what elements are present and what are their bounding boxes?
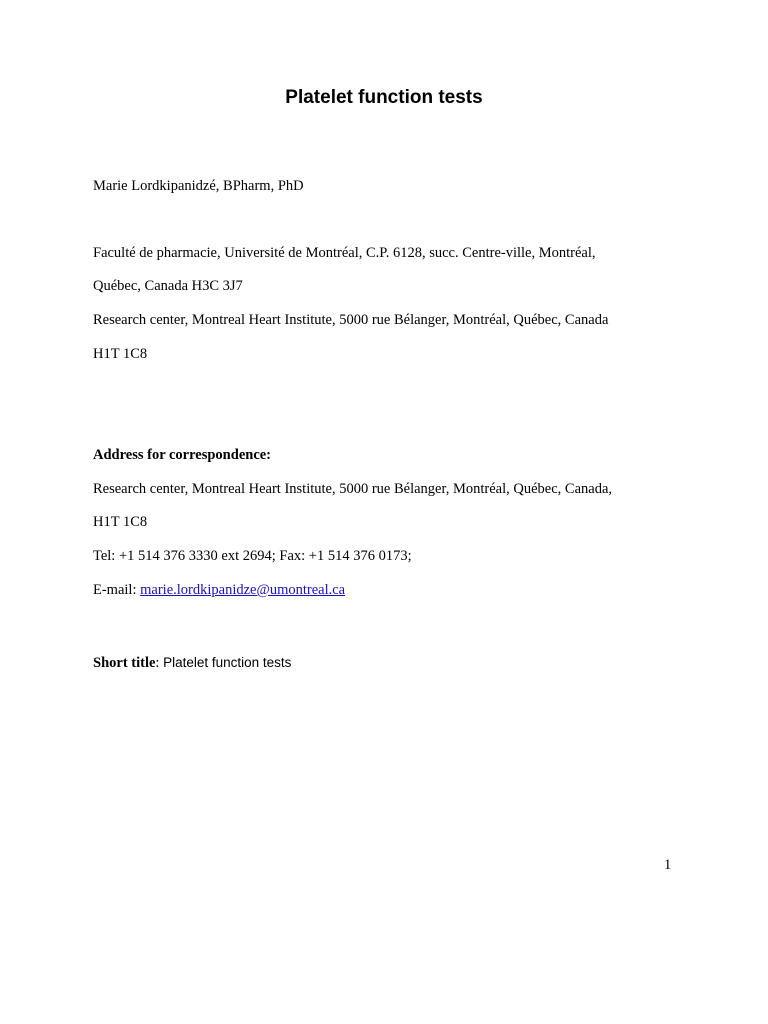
correspondence-address-line-1: Research center, Montreal Heart Institute, 5000 rue Bélanger, Montréal, Québec, Canada, [93,481,613,497]
affiliation-line-4: H1T 1C8 [93,346,148,362]
correspondence-heading: Address for correspondence: [93,447,272,463]
correspondence-phone-fax: Tel: +1 514 376 3330 ext 2694; Fax: +1 514 376 0173; [93,548,412,564]
short-title-value: Platelet function tests [163,655,292,670]
correspondence-email-line [93,581,345,599]
short-title-label: Short title [93,655,156,671]
author-line: Marie Lordkipanidzé, BPharm, PhD [93,178,304,194]
email-label: E-mail: [93,582,141,598]
affiliation-line-2: Québec, Canada H3C 3J7 [93,278,243,294]
paper-title: Platelet function tests [285,87,483,108]
short-title-separator: : [155,655,164,671]
page-number: 1 [664,857,672,873]
short-title-line [93,654,291,672]
affiliation-line-3: Research center, Montreal Heart Institute, 5000 rue Bélanger, Montréal, Québec, Canada [93,312,609,328]
correspondence-address-line-2: H1T 1C8 [93,514,148,530]
email-link[interactable]: marie.lordkipanidze@umontreal.ca [140,582,346,598]
affiliation-line-1: Faculté de pharmacie, Université de Montréal, C.P. 6128, succ. Centre-ville, Montréal, [93,245,596,261]
